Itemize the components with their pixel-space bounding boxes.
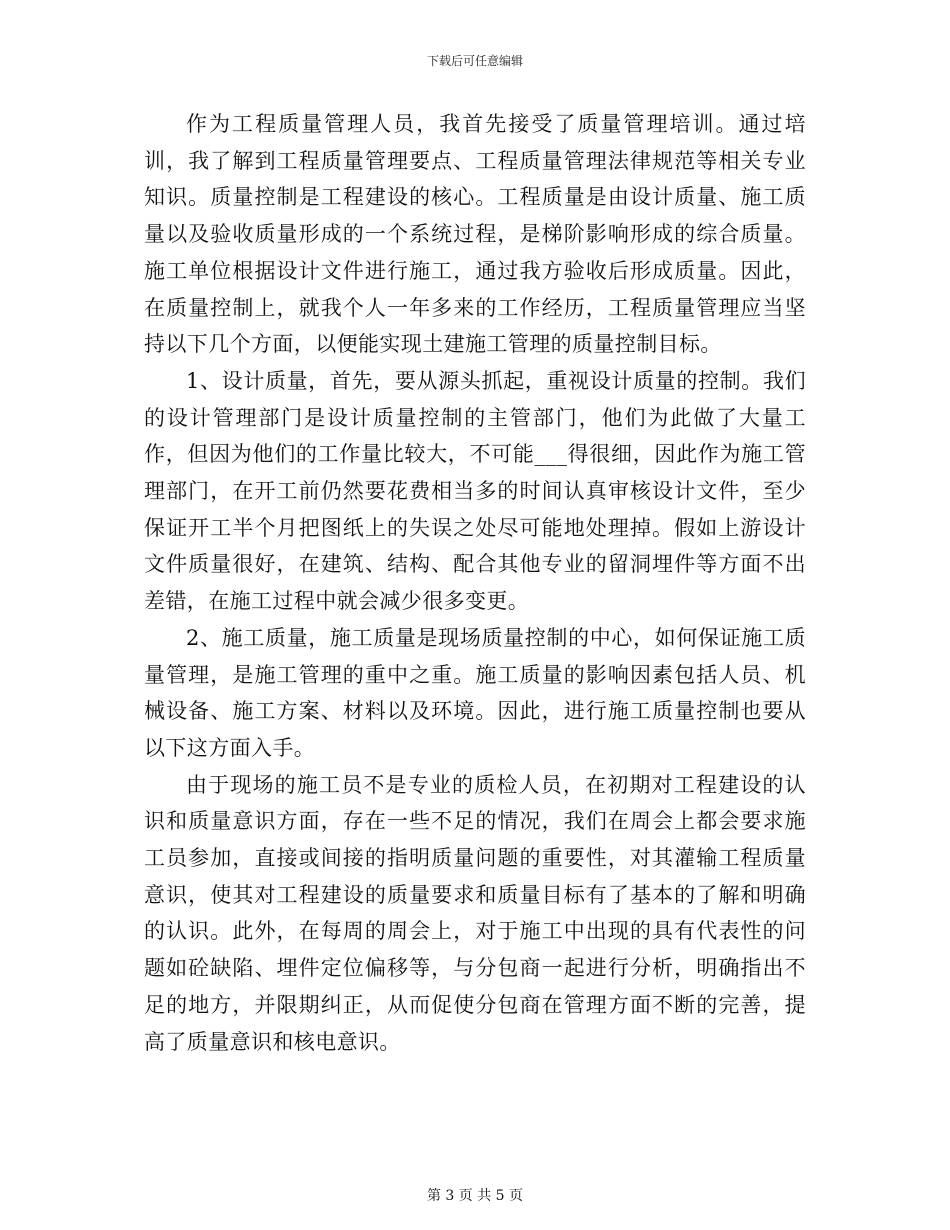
paragraph-worker-training: 由于现场的施工员不是专业的质检人员，在初期对工程建设的认识和质量意识方面，存在一些不足的情况，我们在周会上都会要求施工员参加，直接或间接的指明质量问题的重要性，对其灌输工程质量意识，使其对工程建设的质量要求和质量目标有了基本的了解和明确的认识。此外，在每周的周会上，对于施工中出现的具有代表性的问题如砼缺陷、埋件定位偏移等，与分包商一起进行分析，明确指出不足的地方，并限期纠正，从而促使分包商在管理方面不断的完善，提高了质量意识和核电意识。 — [144, 772, 806, 1054]
paragraph-design-quality: 1、设计质量，首先，要从源头抓起，重视设计质量的控制。我们的设计管理部门是设计质量控制的主管部门，他们为此做了大量工作，但因为他们的工作量比较大，不可能___得很细，因此作为施工管理部门，在开工前仍然要花费相当多的时间认真审核设计文件，至少保证开工半个月把图纸上的失误之处尽可能地处理掉。假如上游设计文件质量很好，在建筑、结构、配合其他专业的留洞埋件等方面不出差错，在施工过程中就会减少很多变更。 — [144, 368, 806, 614]
paragraph-intro: 作为工程质量管理人员，我首先接受了质量管理培训。通过培训，我了解到工程质量管理要点、工程质量管理法律规范等相关专业知识。质量控制是工程建设的核心。工程质量是由设计质量、施工质量以及验收质量形成的一个系统过程，是梯阶影响形成的综合质量。施工单位根据设计文件进行施工，通过我方验收后形成质量。因此，在质量控制上，就我个人一年多来的工作经历，工程质量管理应当坚持以下几个方面，以便能实现土建施工管理的质量控制目标。 — [144, 112, 806, 357]
paragraph-construction-quality: 2、施工质量，施工质量是现场质量控制的中心，如何保证施工质量管理，是施工管理的重中之重。施工质量的影响因素包括人员、机械设备、施工方案、材料以及环境。因此，进行施工质量控制也要从以下这方面入手。 — [144, 625, 806, 760]
page-footer: 第 3 页 共 5 页 — [426, 1188, 524, 1204]
page-header: 下载后可任意编辑 — [426, 54, 523, 68]
document-body — [144, 106, 806, 1060]
